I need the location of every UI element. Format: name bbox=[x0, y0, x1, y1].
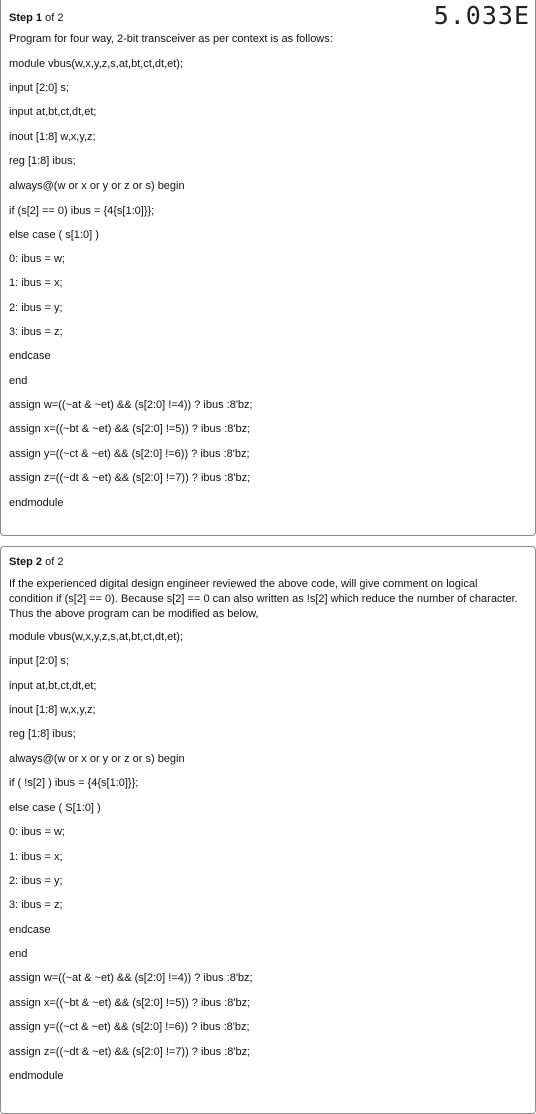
code-line: assign y=((~ct & ~et) && (s[2:0] !=6)) ? ibus :8'bz; bbox=[9, 448, 250, 460]
code-line: assign y=((~ct & ~et) && (s[2:0] !=6)) ? ibus :8'bz; bbox=[9, 1021, 250, 1033]
step-1-intro: Program for four way, 2-bit transceiver as per context is as follows: bbox=[9, 33, 333, 45]
code-line: assign z=((~dt & ~et) && (s[2:0] !=7)) ? ibus :8'bz; bbox=[9, 1046, 251, 1058]
code-line: module vbus(w,x,y,z,s,at,bt,ct,dt,et); bbox=[9, 58, 184, 70]
step-2-card bbox=[0, 546, 536, 1114]
code-line: 2: ibus = y; bbox=[9, 875, 63, 887]
code-line: assign x=((~bt & ~et) && (s[2:0] !=5)) ? ibus :8'bz; bbox=[9, 997, 251, 1009]
code-line: endmodule bbox=[9, 1070, 64, 1082]
code-line: always@(w or x or y or z or s) begin bbox=[9, 753, 185, 765]
code-line: input [2:0] s; bbox=[9, 82, 69, 94]
code-line: module vbus(w,x,y,z,s,at,bt,ct,dt,et); bbox=[9, 631, 184, 643]
code-line: 1: ibus = x; bbox=[9, 851, 63, 863]
code-line: end bbox=[9, 375, 28, 387]
step-1-number: 1 bbox=[35, 12, 43, 24]
code-line: input at,bt,ct,dt,et; bbox=[9, 106, 97, 118]
code-line: 2: ibus = y; bbox=[9, 302, 63, 314]
code-line: assign w=((~at & ~et) && (s[2:0] !=4)) ? ibus :8'bz; bbox=[9, 399, 253, 411]
step-2-total: of 2 bbox=[45, 556, 64, 568]
code-line: assign x=((~bt & ~et) && (s[2:0] !=5)) ? ibus :8'bz; bbox=[9, 423, 251, 435]
code-line: always@(w or x or y or z or s) begin bbox=[9, 180, 185, 192]
code-line: assign z=((~dt & ~et) && (s[2:0] !=7)) ? ibus :8'bz; bbox=[9, 472, 251, 484]
code-line: 3: ibus = z; bbox=[9, 326, 63, 338]
code-line: endmodule bbox=[9, 497, 64, 509]
code-line: reg [1:8] ibus; bbox=[9, 155, 76, 167]
code-line: inout [1:8] w,x,y,z; bbox=[9, 131, 96, 143]
code-line: 1: ibus = x; bbox=[9, 277, 63, 289]
step-1-card bbox=[0, 0, 536, 536]
code-line: if (s[2] == 0) ibus = {4{s[1:0]}}; bbox=[9, 205, 155, 217]
step-2-heading bbox=[9, 556, 63, 568]
code-line: input [2:0] s; bbox=[9, 655, 69, 667]
step-1-heading bbox=[9, 12, 63, 24]
code-line: if ( !s[2] ) ibus = {4{s[1:0]}}; bbox=[9, 777, 139, 789]
code-line: endcase bbox=[9, 350, 51, 362]
code-line: else case ( s[1:0] ) bbox=[9, 229, 99, 241]
code-line: 0: ibus = w; bbox=[9, 253, 65, 265]
step-2-intro: If the experienced digital design engineer reviewed the above code, will give comment on logical condition if (s[2] == 0). Because s[2] == 0 can also written as !s[2] which reduce the number of character. Thus the above program can be modified as below, bbox=[9, 578, 518, 620]
step-2-label: Step bbox=[9, 556, 33, 568]
code-line: end bbox=[9, 948, 28, 960]
code-line: 0: ibus = w; bbox=[9, 826, 65, 838]
problem-id: 5.033E bbox=[433, 1, 530, 30]
code-line: endcase bbox=[9, 924, 51, 936]
code-line: assign w=((~at & ~et) && (s[2:0] !=4)) ? ibus :8'bz; bbox=[9, 972, 253, 984]
code-line: inout [1:8] w,x,y,z; bbox=[9, 704, 96, 716]
code-line: else case ( S[1:0] ) bbox=[9, 802, 101, 814]
step-1-label: Step bbox=[9, 12, 33, 24]
step-1-total: of 2 bbox=[45, 12, 64, 24]
code-line: 3: ibus = z; bbox=[9, 899, 63, 911]
step-2-number: 2 bbox=[35, 556, 43, 568]
code-line: reg [1:8] ibus; bbox=[9, 728, 76, 740]
code-line: input at,bt,ct,dt,et; bbox=[9, 680, 97, 692]
